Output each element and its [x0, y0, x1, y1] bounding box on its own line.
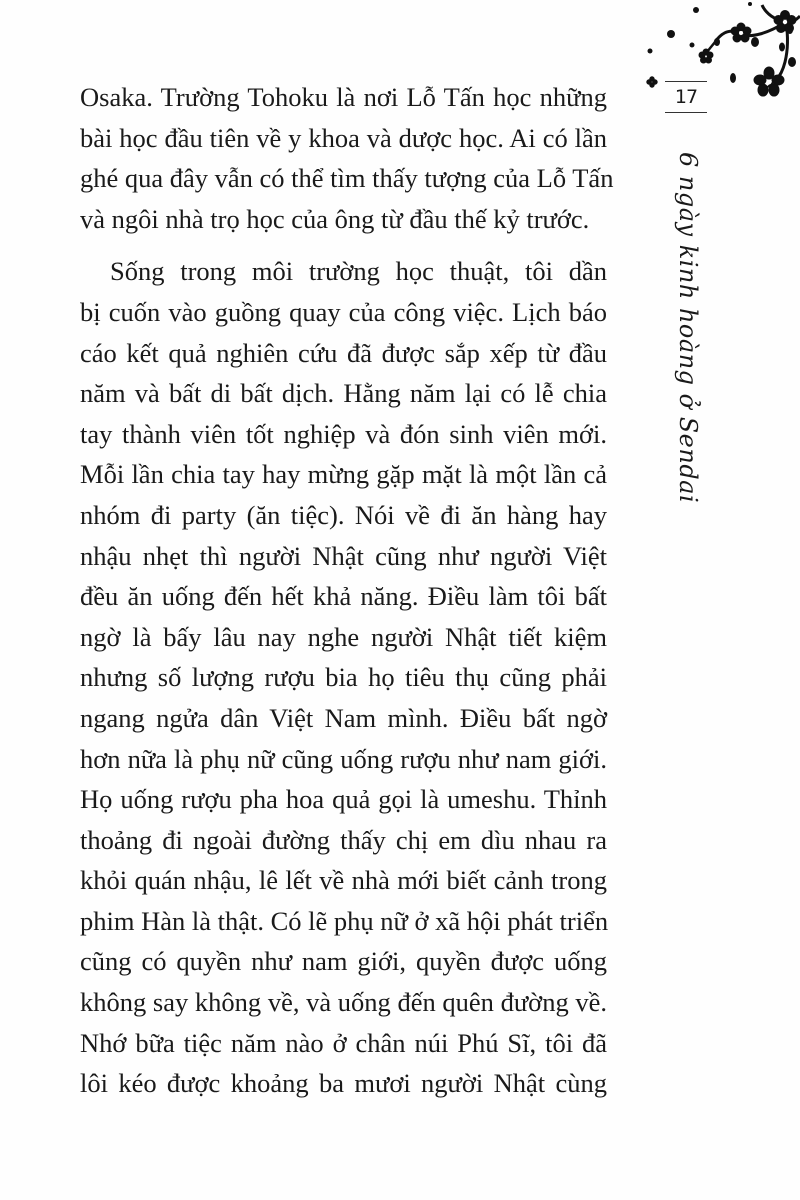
- text-line: bài học đầu tiên về y khoa và dược học. Ai có lần: [80, 122, 607, 153]
- text-line: ghé qua đây vẫn có thể tìm thấy tượng của Lỗ Tấn: [80, 163, 614, 194]
- text-line: ngờ là bấy lâu nay nghe người Nhật tiết kiệm: [80, 621, 607, 652]
- text-line: khỏi quán nhậu, lê lết về nhà mới biết cảnh trong: [80, 865, 607, 896]
- text-line: nhậu nhẹt thì người Nhật cũng như người Việt: [80, 540, 607, 571]
- page-number: 17: [674, 86, 698, 108]
- text-line: cáo kết quả nghiên cứu đã được sắp xếp từ đầu: [80, 337, 607, 368]
- text-line: lôi kéo được khoảng ba mươi người Nhật cùng: [80, 1068, 607, 1099]
- text-line: Mỗi lần chia tay hay mừng gặp mặt là một lần cả: [80, 459, 607, 490]
- cherry-blossom-ornament-icon: [620, 0, 800, 130]
- text-line: không say không về, và uống đến quên đường về.: [80, 987, 607, 1018]
- text-line: Họ uống rượu pha hoa quả gọi là umeshu. Thỉnh: [80, 784, 607, 815]
- paragraph-gap: [80, 239, 607, 251]
- text-line: phim Hàn là thật. Có lẽ phụ nữ ở xã hội phát triển: [80, 905, 609, 936]
- text-line: đều ăn uống đến hết khả năng. Điều làm tôi bất: [80, 581, 607, 612]
- text-line: Osaka. Trường Tohoku là nơi Lỗ Tấn học những: [80, 82, 607, 112]
- text-line: nhóm đi party (ăn tiệc). Nói về đi ăn hàng hay: [80, 499, 607, 530]
- page-number-block: [665, 81, 707, 113]
- text-line: hơn nữa là phụ nữ cũng uống rượu như nam giới.: [80, 743, 607, 774]
- running-title-text: 6 ngày kinh hoàng ở Sendai: [674, 152, 702, 504]
- paragraph-2: [80, 251, 607, 1103]
- body-text: [80, 77, 614, 1104]
- folio-bottom-rule: [665, 112, 707, 113]
- running-title: [670, 152, 710, 592]
- text-line: Nhớ bữa tiệc năm nào ở chân núi Phú Sĩ, tôi đã: [80, 1027, 607, 1058]
- text-line: thoảng đi ngoài đường thấy chị em dìu nhau ra: [80, 824, 607, 855]
- paragraph-1: [80, 77, 614, 239]
- text-line: bị cuốn vào guồng quay của công việc. Lịch báo: [80, 296, 607, 327]
- text-line: ngang ngửa dân Việt Nam mình. Điều bất ngờ: [80, 702, 607, 733]
- text-line: nhưng số lượng rượu bia họ tiêu thụ cũng phải: [80, 662, 607, 693]
- text-line: và ngôi nhà trọ học của ông từ đầu thế kỷ trước.: [80, 203, 590, 234]
- text-line: Sống trong môi trường học thuật, tôi dần: [110, 256, 607, 287]
- text-line: tay thành viên tốt nghiệp và đón sinh viên mới.: [80, 418, 607, 449]
- text-line: cũng có quyền như nam giới, quyền được uống: [80, 946, 607, 977]
- text-line: năm và bất di bất dịch. Hằng năm lại có lễ chia: [80, 378, 607, 409]
